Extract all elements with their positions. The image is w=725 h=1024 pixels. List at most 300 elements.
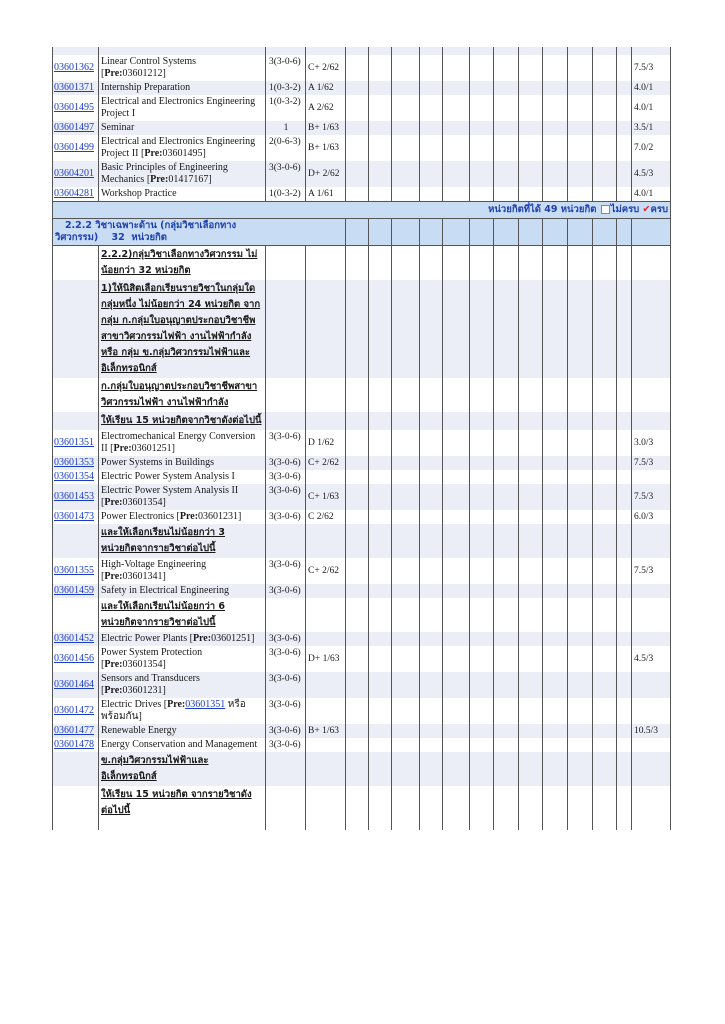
grid-cell xyxy=(420,430,443,456)
grid-cell xyxy=(346,81,369,95)
grade-cell xyxy=(306,510,346,524)
grid-cell xyxy=(568,584,593,598)
grid-cell xyxy=(369,456,392,470)
grid-cell xyxy=(392,598,420,632)
prereq-code: 03601231 xyxy=(122,685,163,696)
course-credit: 3(3-0-6) xyxy=(269,163,301,173)
course-name: Power System Protection xyxy=(101,647,203,658)
course-name: Internship Preparation xyxy=(101,82,191,93)
grade-cell xyxy=(306,738,346,752)
grid-cell xyxy=(443,698,470,724)
grid-cell xyxy=(543,598,568,632)
grid-cell xyxy=(519,161,543,187)
grid-cell xyxy=(617,738,632,752)
grade-cell xyxy=(306,484,346,510)
grid-cell xyxy=(568,738,593,752)
grid-cell xyxy=(543,584,568,598)
grid-cell xyxy=(568,161,593,187)
grid-cell xyxy=(494,55,519,81)
grid-cell xyxy=(593,412,617,430)
grid-cell xyxy=(519,738,543,752)
grid-cell xyxy=(617,95,632,121)
course-code-link[interactable]: 03604201 xyxy=(54,168,94,179)
subheading-cell xyxy=(99,246,266,281)
grid-cell xyxy=(617,558,632,584)
course-grade: D+ 2/62 xyxy=(308,169,340,179)
grade-points: 4.5/3 xyxy=(634,169,654,179)
grid-cell xyxy=(369,698,392,724)
grid-cell xyxy=(617,135,632,161)
subheading-row xyxy=(53,246,671,281)
grid-cell xyxy=(470,121,494,135)
grid-cell xyxy=(470,786,494,820)
course-code-link[interactable]: 03604281 xyxy=(54,188,94,199)
course-code-cell xyxy=(53,698,99,724)
credit-cell xyxy=(266,510,306,524)
grid-cell xyxy=(470,510,494,524)
grid-cell xyxy=(494,280,519,378)
grid-cell xyxy=(346,632,369,646)
course-row xyxy=(53,646,671,672)
grid-cell xyxy=(369,672,392,698)
grid-cell xyxy=(543,484,568,510)
grid-cell xyxy=(494,698,519,724)
prereq-close: ] xyxy=(162,659,166,670)
grid-cell xyxy=(470,280,494,378)
course-row xyxy=(53,484,671,510)
grid-cell xyxy=(632,786,671,820)
grid-cell xyxy=(369,558,392,584)
grid-cell xyxy=(346,135,369,161)
grid-cell xyxy=(369,280,392,378)
prereq-code: 03601231 xyxy=(198,511,239,522)
course-name: High-Voltage Engineering xyxy=(101,559,207,570)
course-row xyxy=(53,470,671,484)
grid-cell xyxy=(420,121,443,135)
grid-cell xyxy=(392,81,420,95)
grid-cell xyxy=(346,558,369,584)
grid-cell xyxy=(593,524,617,558)
prereq-close: ] xyxy=(251,633,255,644)
grid-cell xyxy=(346,584,369,598)
course-code-link[interactable]: 03601495 xyxy=(54,102,94,113)
course-grade: D 1/62 xyxy=(308,438,335,448)
course-code-link[interactable]: 03601354 xyxy=(54,471,94,482)
grid-cell xyxy=(617,632,632,646)
grid-cell xyxy=(519,786,543,820)
subheading-cell xyxy=(99,752,266,786)
course-row xyxy=(53,95,671,121)
course-row xyxy=(53,81,671,95)
grid-cell xyxy=(617,672,632,698)
grid-cell xyxy=(617,187,632,202)
grid-cell xyxy=(568,724,593,738)
grid-cell xyxy=(519,558,543,584)
course-code-link[interactable]: 03601464 xyxy=(54,679,94,690)
course-name-cell xyxy=(99,187,266,202)
grid-cell xyxy=(632,280,671,378)
grid-cell xyxy=(568,246,593,281)
course-code-link[interactable]: 03601371 xyxy=(54,82,94,93)
grid-cell xyxy=(470,598,494,632)
grid-cell xyxy=(392,698,420,724)
course-credit: 3(3-0-6) xyxy=(269,726,301,736)
grid-cell xyxy=(593,752,617,786)
grid-cell xyxy=(346,55,369,81)
grid-cell xyxy=(346,738,369,752)
grid-cell xyxy=(519,81,543,95)
grid-cell xyxy=(346,752,369,786)
course-code-link[interactable]: 03601456 xyxy=(54,653,94,664)
grid-cell xyxy=(543,430,568,456)
grid-cell xyxy=(306,280,346,378)
grid-cell xyxy=(392,378,420,412)
grid-cell xyxy=(470,412,494,430)
grid-cell xyxy=(568,81,593,95)
course-credit: 2(0-6-3) xyxy=(269,137,301,147)
grid-cell xyxy=(593,280,617,378)
grade-cell xyxy=(306,55,346,81)
prereq-code: 03601495 xyxy=(162,148,203,159)
grade-points: 7.5/3 xyxy=(634,492,654,502)
course-name-cell xyxy=(99,584,266,598)
prereq-close: ] xyxy=(162,68,166,79)
grid-cell xyxy=(632,378,671,412)
prereq-code: 01417167 xyxy=(168,174,209,185)
grid-cell xyxy=(53,378,99,412)
grid-cell xyxy=(369,81,392,95)
course-row xyxy=(53,55,671,81)
grid-cell xyxy=(470,632,494,646)
grid-cell xyxy=(593,95,617,121)
grid-cell xyxy=(443,724,470,738)
credit-cell xyxy=(266,470,306,484)
subheading-row xyxy=(53,412,671,430)
table-end xyxy=(53,820,671,830)
grade-points-cell xyxy=(632,55,671,81)
prereq-code: 03601354 xyxy=(122,497,163,508)
grid-cell xyxy=(593,672,617,698)
grade-points-cell xyxy=(632,135,671,161)
prereq-label: Pre: xyxy=(144,148,163,159)
subheading-text: ให้เรียน 15 หน่วยกิต จากรายวิชาดังต่อไปนี้ xyxy=(101,789,252,816)
grid-cell xyxy=(346,121,369,135)
grid-cell xyxy=(392,161,420,187)
course-credit: 3(3-0-6) xyxy=(269,634,301,644)
grid-cell xyxy=(420,187,443,202)
grid-cell xyxy=(346,95,369,121)
grid-cell xyxy=(617,430,632,456)
grid-cell xyxy=(420,246,443,281)
course-code-cell xyxy=(53,187,99,202)
grid-cell xyxy=(346,724,369,738)
grade-cell xyxy=(306,187,346,202)
grid-cell xyxy=(519,95,543,121)
grid-cell xyxy=(266,524,306,558)
grid-cell xyxy=(470,484,494,510)
subheading-text: 1)ให้นิสิตเลือกเรียนรายวิชาในกลุ่มใดกลุ่มหนึ่ง ไม่น้อยกว่า 24 หน่วยกิต จากกลุ่ม ก.กลุ่มใบอนุญาตประกอบวิชาชีพสาขาวิศวกรรมไฟฟ้า งานไฟฟ้ากำลัง หรือ กลุ่ม ข.กลุ่มวิศวกรรมไฟฟ้าและอิเล็กทรอนิกส์ xyxy=(101,283,261,374)
grid-cell xyxy=(420,752,443,786)
grid-cell xyxy=(470,698,494,724)
grid-cell xyxy=(519,135,543,161)
grid-cell xyxy=(266,598,306,632)
grid-cell xyxy=(443,81,470,95)
course-code-link[interactable]: 03601478 xyxy=(54,739,94,750)
grid-cell xyxy=(617,510,632,524)
credit-cell xyxy=(266,187,306,202)
grade-points-cell xyxy=(632,672,671,698)
grade-points: 7.5/3 xyxy=(634,566,654,576)
grid-cell xyxy=(420,484,443,510)
grid-cell xyxy=(470,524,494,558)
course-credit: 3(3-0-6) xyxy=(269,432,301,442)
subheading-row xyxy=(53,378,671,412)
course-name: Electric Power Plants xyxy=(101,633,188,644)
grade-points: 3.0/3 xyxy=(634,438,654,448)
course-row xyxy=(53,430,671,456)
grid-cell xyxy=(443,524,470,558)
grade-points: 7.5/3 xyxy=(634,458,654,468)
course-name-cell xyxy=(99,672,266,698)
course-code-link[interactable]: 03601351 xyxy=(54,437,94,448)
grid-cell xyxy=(617,81,632,95)
course-code-link[interactable]: 03601473 xyxy=(54,511,94,522)
prereq-code: 03601212 xyxy=(122,68,163,79)
prereq-open: [ xyxy=(110,443,114,454)
course-row xyxy=(53,738,671,752)
prereq-code: 03601251 xyxy=(211,633,252,644)
credit-cell xyxy=(266,161,306,187)
grid-cell xyxy=(420,55,443,81)
grid-cell xyxy=(568,484,593,510)
course-credit: 1(0-3-2) xyxy=(269,189,301,199)
grid-cell xyxy=(593,161,617,187)
grid-cell xyxy=(519,598,543,632)
grid-cell xyxy=(392,786,420,820)
credit-cell xyxy=(266,646,306,672)
course-name-cell xyxy=(99,430,266,456)
course-name-cell xyxy=(99,510,266,524)
credit-cell xyxy=(266,558,306,584)
course-code-cell xyxy=(53,161,99,187)
grid-cell xyxy=(369,598,392,632)
grid-cell xyxy=(306,752,346,786)
grid-cell xyxy=(53,524,99,558)
grid-cell xyxy=(617,456,632,470)
grid-cell xyxy=(543,698,568,724)
grade-points: 4.0/1 xyxy=(634,103,654,113)
grid-cell xyxy=(632,412,671,430)
course-credit: 3(3-0-6) xyxy=(269,648,301,658)
grid-cell xyxy=(266,412,306,430)
grid-cell xyxy=(443,412,470,430)
grid-cell xyxy=(346,246,369,281)
course-code-link[interactable]: 03601452 xyxy=(54,633,94,644)
grid-cell xyxy=(519,412,543,430)
grid-cell xyxy=(346,524,369,558)
grid-cell xyxy=(53,598,99,632)
grid-cell xyxy=(543,752,568,786)
course-code-cell xyxy=(53,510,99,524)
grid-cell xyxy=(593,456,617,470)
course-code-link[interactable]: 03601362 xyxy=(54,62,94,73)
course-code-link[interactable]: 03601453 xyxy=(54,491,94,502)
grid-cell xyxy=(53,246,99,281)
course-name-cell xyxy=(99,484,266,510)
course-credit: 1(0-3-2) xyxy=(269,97,301,107)
grid-cell xyxy=(392,524,420,558)
grid-cell xyxy=(543,456,568,470)
grid-cell xyxy=(494,121,519,135)
grid-cell xyxy=(392,470,420,484)
course-grade: A 1/62 xyxy=(308,83,334,93)
grid-cell xyxy=(519,698,543,724)
grid-cell xyxy=(369,510,392,524)
course-code-link[interactable]: 03601355 xyxy=(54,565,94,576)
summary-section xyxy=(53,202,671,246)
section-credits: 32 xyxy=(111,232,125,243)
prereq-close: ] xyxy=(162,571,166,582)
course-code-link[interactable]: 03601477 xyxy=(54,725,94,736)
grid-cell xyxy=(494,598,519,632)
grid-cell xyxy=(443,786,470,820)
prereq-code-link[interactable]: 03601351 xyxy=(185,699,226,710)
grid-cell xyxy=(543,161,568,187)
course-grade: C 2/62 xyxy=(308,512,334,522)
course-name: Safety in Electrical Engineering xyxy=(101,585,230,596)
grid-cell xyxy=(443,598,470,632)
course-code-link[interactable]: 03601499 xyxy=(54,142,94,153)
grid-cell xyxy=(494,632,519,646)
grid-cell xyxy=(420,632,443,646)
course-code-link[interactable]: 03601497 xyxy=(54,122,94,133)
grid-cell xyxy=(346,412,369,430)
course-name-cell xyxy=(99,470,266,484)
course-name-cell xyxy=(99,632,266,646)
subheading-text: ให้เรียน 15 หน่วยกิตจากวิชาดังต่อไปนี้ xyxy=(101,415,262,426)
prereq-close: ] xyxy=(162,497,166,508)
grid-cell xyxy=(420,456,443,470)
grade-points: 4.5/3 xyxy=(634,654,654,664)
grid-cell xyxy=(420,584,443,598)
grid-cell xyxy=(346,786,369,820)
grid-cell xyxy=(392,558,420,584)
prereq-open: [ xyxy=(101,659,105,670)
course-row xyxy=(53,632,671,646)
grid-cell xyxy=(568,510,593,524)
grid-cell xyxy=(494,81,519,95)
grid-cell xyxy=(443,558,470,584)
subheading-text: และให้เลือกเรียนไม่น้อยกว่า 6 หน่วยกิตจากรายวิชาต่อไปนี้ xyxy=(101,601,226,628)
course-name-cell xyxy=(99,698,266,724)
grid-cell xyxy=(519,632,543,646)
grid-cell xyxy=(568,598,593,632)
course-credit: 3(3-0-6) xyxy=(269,57,301,67)
course-code-cell xyxy=(53,484,99,510)
course-name: Electric Drives xyxy=(101,699,162,710)
grid-cell xyxy=(443,55,470,81)
grade-cell xyxy=(306,558,346,584)
course-code-cell xyxy=(53,724,99,738)
grade-points-cell xyxy=(632,430,671,456)
grid-cell xyxy=(519,584,543,598)
grid-cell xyxy=(519,510,543,524)
grid-cell xyxy=(593,632,617,646)
grade-points: 4.0/1 xyxy=(634,189,654,199)
grid-cell xyxy=(470,672,494,698)
grid-cell xyxy=(392,646,420,672)
grid-cell xyxy=(443,646,470,672)
grid-cell xyxy=(420,524,443,558)
grid-cell xyxy=(346,161,369,187)
course-name: Electric Power System Analysis I xyxy=(101,471,235,482)
grid-cell xyxy=(392,187,420,202)
grid-cell xyxy=(392,752,420,786)
grid-cell xyxy=(443,246,470,281)
grid-cell xyxy=(369,584,392,598)
grid-cell xyxy=(443,95,470,121)
grade-points-cell xyxy=(632,738,671,752)
course-code-link[interactable]: 03601472 xyxy=(54,705,94,716)
grid-cell xyxy=(266,378,306,412)
course-name-cell xyxy=(99,95,266,121)
grade-points-cell xyxy=(632,187,671,202)
grid-cell xyxy=(494,738,519,752)
credit-cell xyxy=(266,584,306,598)
grid-cell xyxy=(346,698,369,724)
grid-cell xyxy=(568,470,593,484)
course-name: Electromechanical Energy Conversion II xyxy=(101,431,256,454)
grid-cell xyxy=(346,280,369,378)
grade-points: 10.5/3 xyxy=(634,726,659,736)
grid-cell xyxy=(443,456,470,470)
grid-cell xyxy=(617,484,632,510)
course-name-cell xyxy=(99,55,266,81)
course-code-link[interactable]: 03601353 xyxy=(54,457,94,468)
prereq-open: [ xyxy=(101,571,105,582)
grid-cell xyxy=(632,598,671,632)
course-name-cell xyxy=(99,738,266,752)
grid-cell xyxy=(593,484,617,510)
credit-summary-text: หน่วยกิตที่ได้ 49 หน่วยกิต xyxy=(488,204,597,215)
grid-cell xyxy=(306,786,346,820)
grade-points-cell xyxy=(632,510,671,524)
subheading-cell xyxy=(99,280,266,378)
prereq-label: Pre: xyxy=(167,699,186,710)
grid-cell xyxy=(266,246,306,281)
grade-points: 3.5/1 xyxy=(634,123,654,133)
grid-cell xyxy=(519,456,543,470)
grid-cell xyxy=(392,484,420,510)
grid-cell xyxy=(519,187,543,202)
prereq-open: [ xyxy=(101,497,105,508)
grid-cell xyxy=(346,470,369,484)
course-grade: A 1/61 xyxy=(308,189,334,199)
subheading-row xyxy=(53,752,671,786)
credit-cell xyxy=(266,672,306,698)
grid-cell xyxy=(568,558,593,584)
prereq-close: ] xyxy=(138,711,142,722)
grid-cell xyxy=(392,280,420,378)
grid-cell xyxy=(470,161,494,187)
course-code-link[interactable]: 03601459 xyxy=(54,585,94,596)
prereq-label: Pre: xyxy=(150,174,169,185)
course-name-cell xyxy=(99,161,266,187)
course-grade: C+ 2/62 xyxy=(308,566,339,576)
grid-cell xyxy=(420,724,443,738)
course-name: Linear Control Systems xyxy=(101,56,196,67)
grid-cell xyxy=(266,786,306,820)
